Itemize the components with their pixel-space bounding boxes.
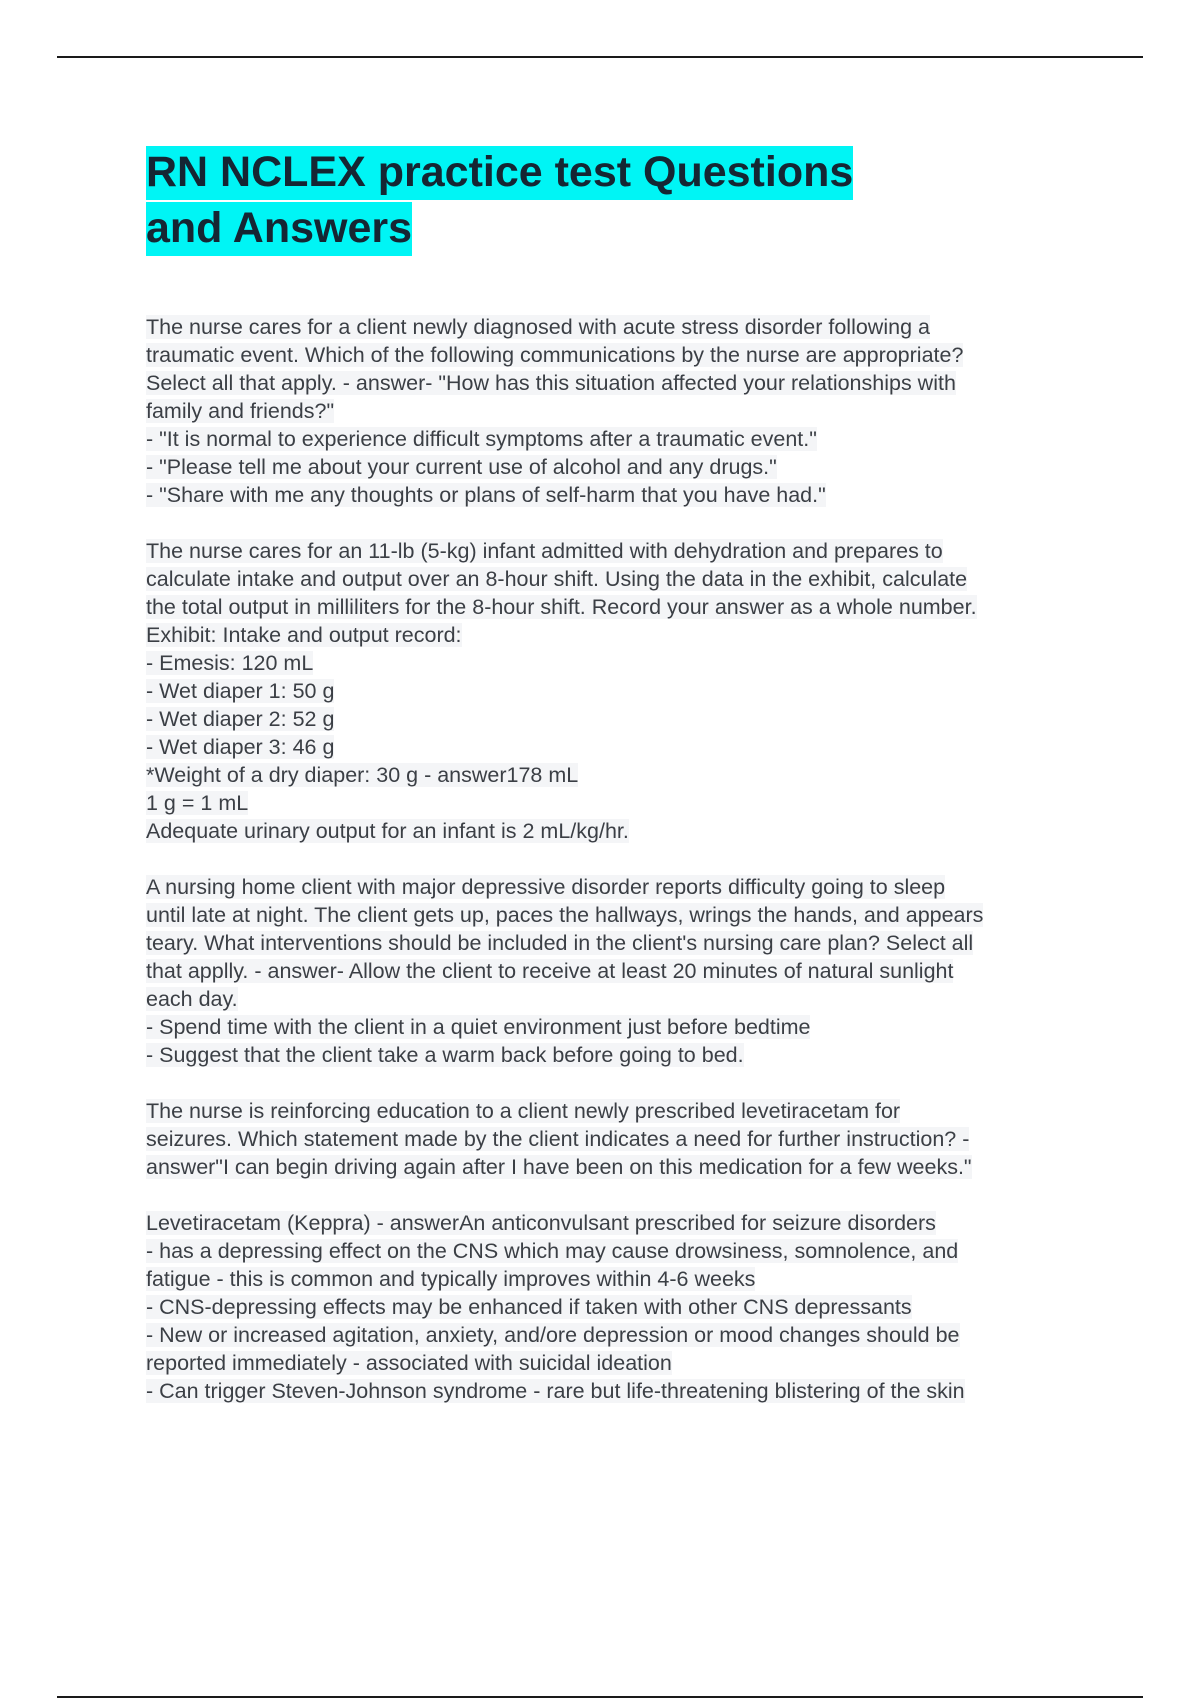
text-line-content: - Wet diaper 3: 46 g xyxy=(146,735,335,759)
text-line-content: reported immediately - associated with suicidal ideation xyxy=(146,1351,672,1375)
text-line xyxy=(146,1349,1106,1377)
text-line xyxy=(146,425,1106,453)
qa-block xyxy=(146,1097,1106,1181)
text-line-content: 1 g = 1 mL xyxy=(146,791,249,815)
text-line xyxy=(146,705,1106,733)
title-line-1: RN NCLEX practice test Questions xyxy=(146,146,853,200)
title-line-2: and Answers xyxy=(146,202,412,256)
text-line xyxy=(146,817,1106,845)
text-line xyxy=(146,1293,1106,1321)
text-line xyxy=(146,901,1106,929)
text-line-content: - Emesis: 120 mL xyxy=(146,651,314,675)
text-line xyxy=(146,565,1106,593)
text-line-content: The nurse cares for a client newly diagnosed with acute stress disorder following a xyxy=(146,315,930,339)
text-line-content: Select all that apply. - answer- "How has this situation affected your relationships with xyxy=(146,371,956,395)
text-line-content: The nurse is reinforcing education to a client newly prescribed levetiracetam for xyxy=(146,1099,901,1123)
qa-block xyxy=(146,873,1106,1069)
text-line-content: - has a depressing effect on the CNS which may cause drowsiness, somnolence, and xyxy=(146,1239,959,1263)
text-line xyxy=(146,537,1106,565)
text-line xyxy=(146,1377,1106,1405)
text-line-content: - Wet diaper 1: 50 g xyxy=(146,679,335,703)
text-line xyxy=(146,621,1106,649)
text-line xyxy=(146,873,1106,901)
text-line-content: - "Share with me any thoughts or plans of self-harm that you have had." xyxy=(146,483,826,507)
text-line xyxy=(146,985,1106,1013)
qa-block xyxy=(146,1209,1106,1405)
text-line-content: - CNS-depressing effects may be enhanced if taken with other CNS depressants xyxy=(146,1295,912,1319)
document-body xyxy=(146,144,1106,1433)
qa-blocks xyxy=(146,313,1106,1405)
text-line xyxy=(146,1321,1106,1349)
text-line xyxy=(146,649,1106,677)
text-line-content: - "It is normal to experience difficult symptoms after a traumatic event." xyxy=(146,427,817,451)
top-rule xyxy=(57,56,1143,58)
bottom-rule xyxy=(57,1696,1143,1698)
text-line-content: family and friends?" xyxy=(146,399,335,423)
text-line-content: Levetiracetam (Keppra) - answerAn anticonvulsant prescribed for seizure disorders xyxy=(146,1211,936,1235)
document-title xyxy=(146,144,1106,256)
text-line-content: until late at night. The client gets up, paces the hallways, wrings the hands, and appears xyxy=(146,903,984,927)
text-line-content: - "Please tell me about your current use of alcohol and any drugs." xyxy=(146,455,777,479)
text-line-content: *Weight of a dry diaper: 30 g - answer178 mL xyxy=(146,763,579,787)
text-line-content: the total output in milliliters for the 8-hour shift. Record your answer as a whole number. xyxy=(146,595,977,619)
text-line xyxy=(146,313,1106,341)
text-line-content: The nurse cares for an 11-lb (5-kg) infant admitted with dehydration and prepares to xyxy=(146,539,943,563)
text-line xyxy=(146,957,1106,985)
text-line xyxy=(146,733,1106,761)
qa-block xyxy=(146,537,1106,845)
text-line xyxy=(146,1041,1106,1069)
text-line-content: teary. What interventions should be included in the client's nursing care plan? Select all xyxy=(146,931,974,955)
text-line xyxy=(146,789,1106,817)
text-line-content: - Suggest that the client take a warm back before going to bed. xyxy=(146,1043,744,1067)
text-line-content: traumatic event. Which of the following communications by the nurse are appropriate? xyxy=(146,343,964,367)
text-line xyxy=(146,1153,1106,1181)
text-line-content: - Spend time with the client in a quiet environment just before bedtime xyxy=(146,1015,811,1039)
text-line xyxy=(146,1125,1106,1153)
text-line xyxy=(146,929,1106,957)
text-line-content: Adequate urinary output for an infant is 2 mL/kg/hr. xyxy=(146,819,629,843)
text-line-content: calculate intake and output over an 8-hour shift. Using the data in the exhibit, calculate xyxy=(146,567,968,591)
text-line-content: A nursing home client with major depressive disorder reports difficulty going to sleep xyxy=(146,875,946,899)
text-line-content: each day. xyxy=(146,987,238,1011)
text-line xyxy=(146,677,1106,705)
text-line-content: answer"I can begin driving again after I have been on this medication for a few weeks." xyxy=(146,1155,972,1179)
text-line xyxy=(146,1265,1106,1293)
text-line-content: Exhibit: Intake and output record: xyxy=(146,623,462,647)
text-line xyxy=(146,453,1106,481)
text-line xyxy=(146,481,1106,509)
text-line-content: that applly. - answer- Allow the client to receive at least 20 minutes of natural sunlight xyxy=(146,959,954,983)
text-line-content: seizures. Which statement made by the client indicates a need for further instruction? - xyxy=(146,1127,970,1151)
text-line xyxy=(146,369,1106,397)
text-line xyxy=(146,341,1106,369)
text-line-content: - New or increased agitation, anxiety, and/ore depression or mood changes should be xyxy=(146,1323,960,1347)
text-line xyxy=(146,1209,1106,1237)
text-line-content: fatigue - this is common and typically improves within 4-6 weeks xyxy=(146,1267,756,1291)
text-line xyxy=(146,1013,1106,1041)
text-line-content: - Can trigger Steven-Johnson syndrome - rare but life-threatening blistering of the skin xyxy=(146,1379,965,1403)
qa-block xyxy=(146,313,1106,509)
text-line xyxy=(146,1097,1106,1125)
text-line xyxy=(146,397,1106,425)
text-line-content: - Wet diaper 2: 52 g xyxy=(146,707,335,731)
text-line xyxy=(146,1237,1106,1265)
text-line xyxy=(146,593,1106,621)
text-line xyxy=(146,761,1106,789)
